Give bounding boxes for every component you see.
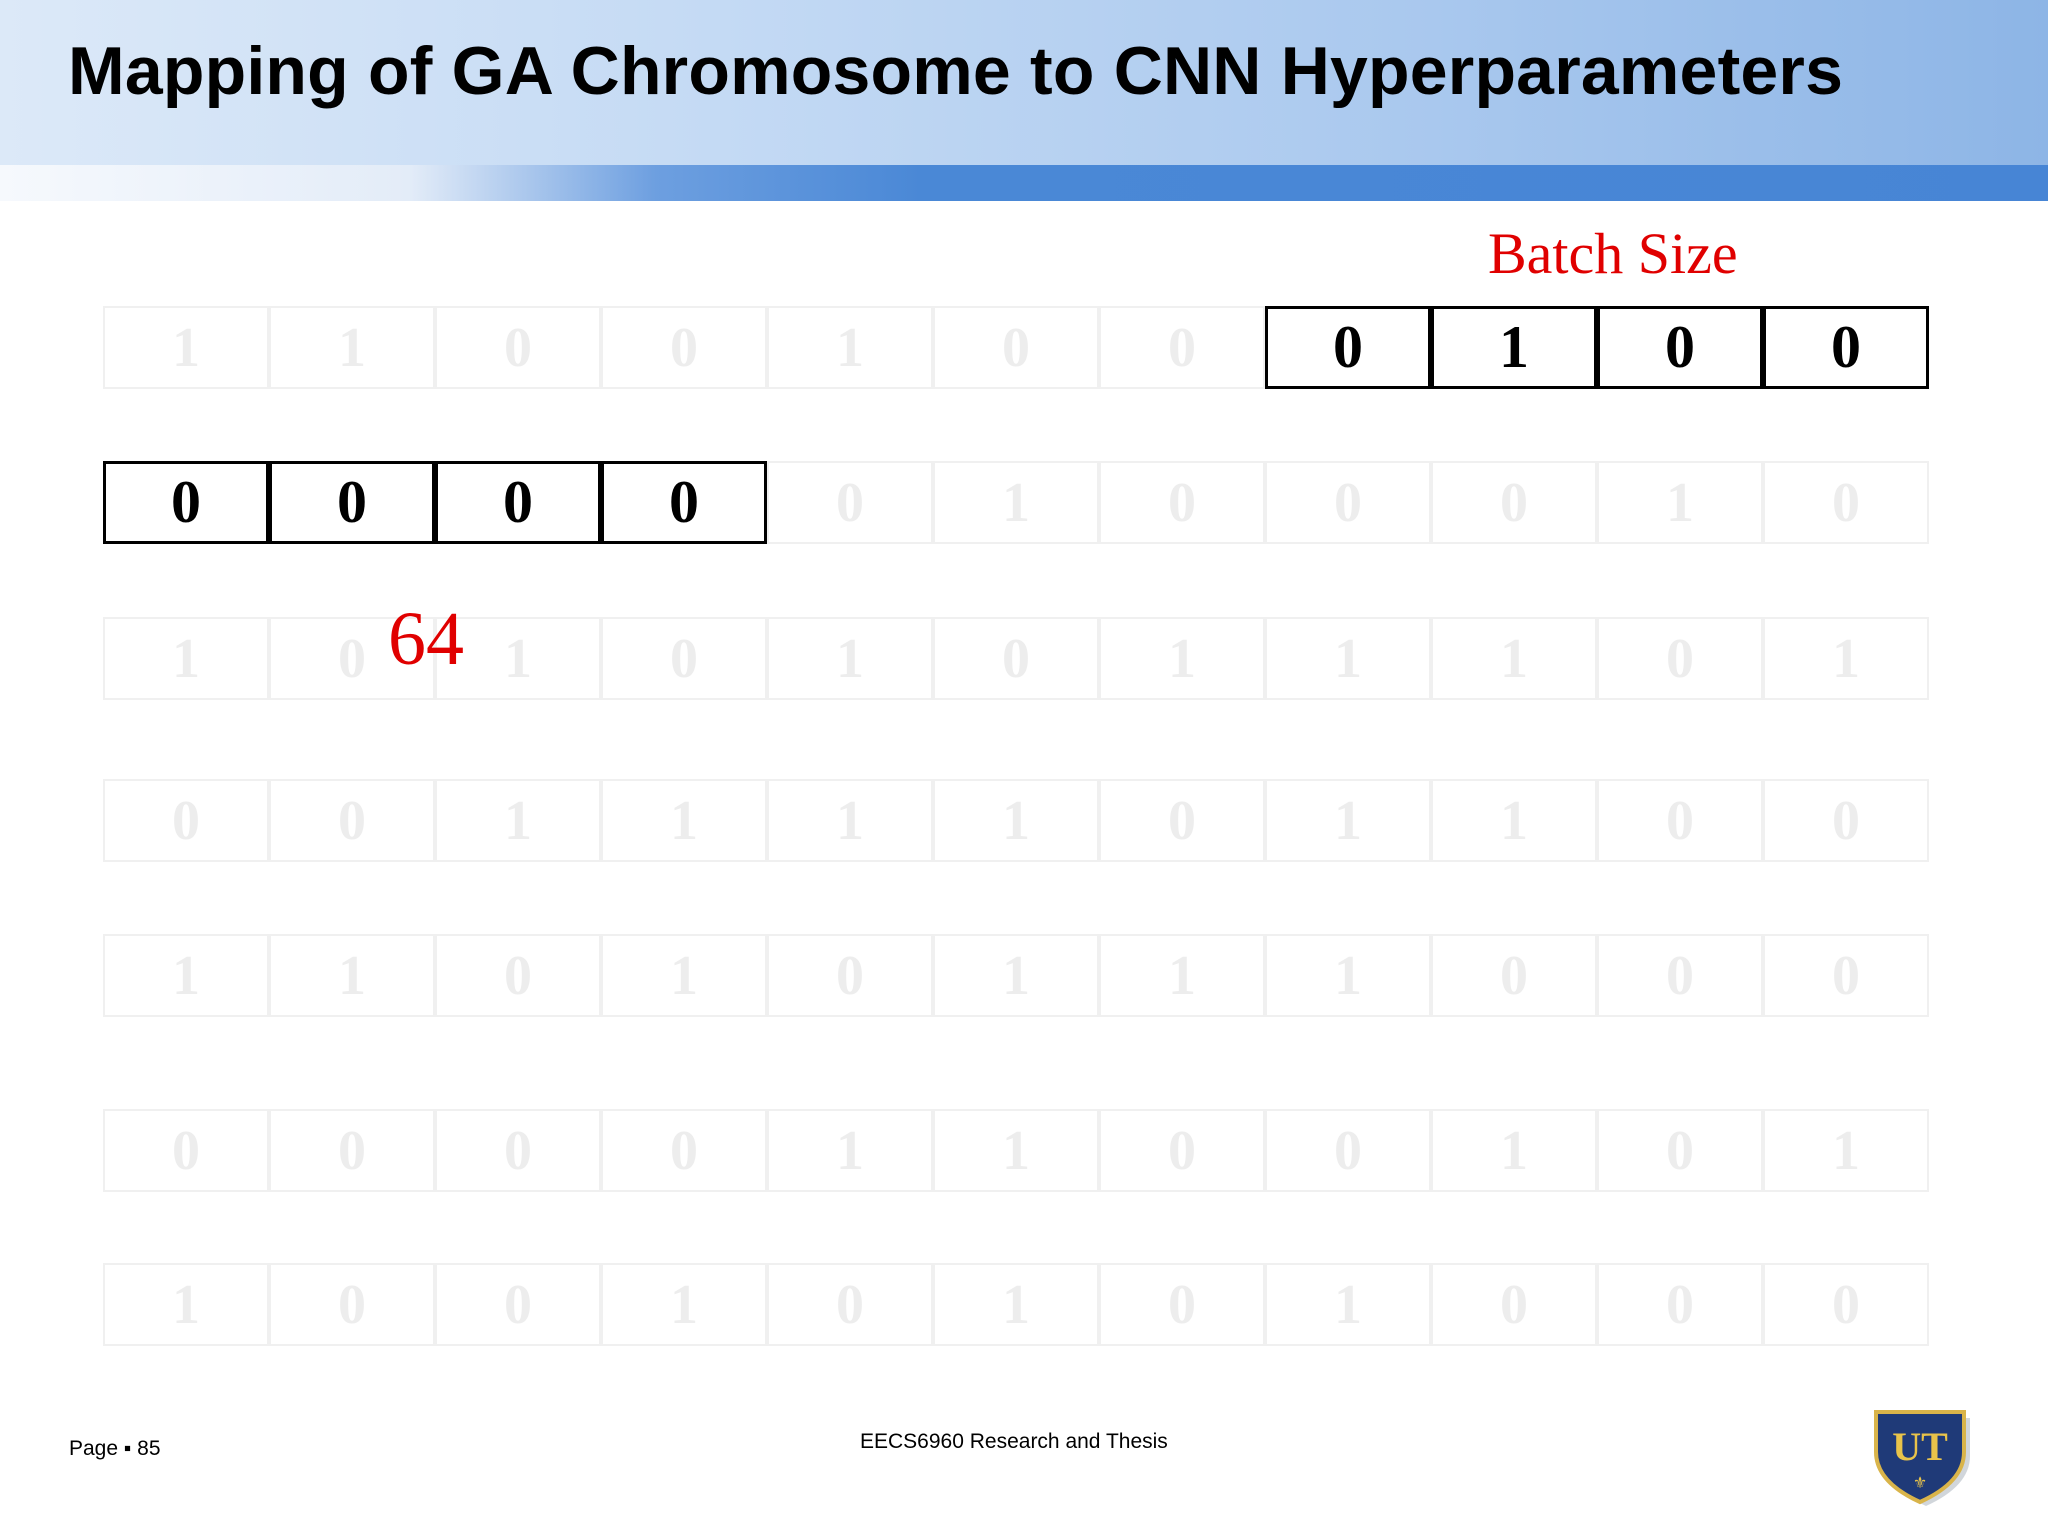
chromosome-bit: 1 — [1431, 617, 1597, 700]
chromosome-bit: 0 — [103, 779, 269, 862]
chromosome-bit: 0 — [1099, 1263, 1265, 1346]
chromosome-bit: 1 — [1265, 779, 1431, 862]
chromosome-bit: 0 — [269, 1263, 435, 1346]
batch-size-bit: 1 — [1431, 306, 1597, 389]
chromosome-bit: 1 — [1763, 617, 1929, 700]
chromosome-bit: 1 — [103, 934, 269, 1017]
chromosome-bit: 0 — [1597, 1109, 1763, 1192]
chromosome-bit: 1 — [1431, 1109, 1597, 1192]
chromosome-bit: 0 — [1597, 1263, 1763, 1346]
chromosome-bit: 0 — [1597, 617, 1763, 700]
chromosome-bit: 0 — [269, 779, 435, 862]
chromosome-bit: 0 — [1763, 779, 1929, 862]
chromosome-bit: 0 — [601, 1109, 767, 1192]
chromosome-bit: 0 — [435, 306, 601, 389]
chromosome-bit: 1 — [933, 934, 1099, 1017]
decoded-bit: 0 — [103, 461, 269, 544]
chromosome-bit: 0 — [1763, 1263, 1929, 1346]
chromosome-bit: 1 — [1265, 1263, 1431, 1346]
chromosome-bit: 0 — [767, 934, 933, 1017]
chromosome-bit: 0 — [1763, 461, 1929, 544]
chromosome-bit: 0 — [103, 1109, 269, 1192]
decoded-bit: 0 — [435, 461, 601, 544]
chromosome-bit: 1 — [1265, 934, 1431, 1017]
chromosome-bit: 1 — [601, 934, 767, 1017]
chromosome-bit: 1 — [1265, 617, 1431, 700]
chromosome-bit: 0 — [269, 1109, 435, 1192]
chromosome-bit: 0 — [767, 461, 933, 544]
chromosome-bit: 0 — [1099, 779, 1265, 862]
chromosome-bit: 1 — [1763, 1109, 1929, 1192]
chromosome-bit: 0 — [1099, 306, 1265, 389]
batch-size-bit: 0 — [1265, 306, 1431, 389]
header-accent-band — [0, 165, 2048, 201]
chromosome-bit: 1 — [435, 779, 601, 862]
chromosome-bit: 1 — [767, 306, 933, 389]
chromosome-bit: 1 — [767, 779, 933, 862]
chromosome-bit: 1 — [767, 1109, 933, 1192]
chromosome-bit: 1 — [1099, 934, 1265, 1017]
batch-size-label: Batch Size — [1488, 221, 1738, 286]
chromosome-bit: 0 — [1597, 779, 1763, 862]
chromosome-bit: 1 — [601, 1263, 767, 1346]
chromosome-bit: 0 — [1431, 1263, 1597, 1346]
chromosome-bit: 1 — [933, 461, 1099, 544]
chromosome-bit: 1 — [269, 934, 435, 1017]
chromosome-bit: 1 — [933, 779, 1099, 862]
chromosome-bit: 0 — [933, 306, 1099, 389]
batch-size-bit: 0 — [1763, 306, 1929, 389]
chromosome-bit: 1 — [103, 306, 269, 389]
chromosome-bit: 1 — [767, 617, 933, 700]
chromosome-bit: 0 — [933, 617, 1099, 700]
chromosome-bit: 1 — [933, 1109, 1099, 1192]
chromosome-bit: 0 — [1431, 934, 1597, 1017]
chromosome-bit: 0 — [435, 1263, 601, 1346]
page-number: Page ▪ 85 — [69, 1437, 161, 1460]
chromosome-bit: 1 — [103, 617, 269, 700]
chromosome-bit: 1 — [1099, 617, 1265, 700]
university-shield-icon — [1870, 1408, 1980, 1508]
chromosome-bit: 0 — [1265, 1109, 1431, 1192]
chromosome-bit: 0 — [435, 1109, 601, 1192]
decoded-value-label: 64 — [388, 597, 464, 681]
chromosome-bit: 0 — [1099, 1109, 1265, 1192]
decoded-bit: 0 — [269, 461, 435, 544]
shield-lettering: UT — [1892, 1424, 1948, 1469]
chromosome-bit: 0 — [601, 617, 767, 700]
decoded-bit: 0 — [601, 461, 767, 544]
chromosome-bit: 1 — [103, 1263, 269, 1346]
batch-size-bit: 0 — [1597, 306, 1763, 389]
chromosome-bit: 0 — [1763, 934, 1929, 1017]
chromosome-bit: 1 — [269, 306, 435, 389]
chromosome-bit: 0 — [1099, 461, 1265, 544]
chromosome-bit: 0 — [1265, 461, 1431, 544]
chromosome-bit: 0 — [269, 617, 435, 700]
course-name: EECS6960 Research and Thesis — [860, 1430, 1168, 1453]
chromosome-bit: 1 — [601, 779, 767, 862]
slide-title: Mapping of GA Chromosome to CNN Hyperparameters — [68, 33, 1844, 109]
shield-emblem: ⚜ — [1912, 1473, 1928, 1492]
chromosome-bit: 0 — [435, 934, 601, 1017]
chromosome-bit: 0 — [767, 1263, 933, 1346]
chromosome-bit: 1 — [933, 1263, 1099, 1346]
chromosome-bit: 0 — [601, 306, 767, 389]
chromosome-bit: 0 — [1597, 934, 1763, 1017]
chromosome-bit: 1 — [1597, 461, 1763, 544]
chromosome-bit: 1 — [435, 617, 601, 700]
chromosome-bit: 1 — [1431, 779, 1597, 862]
chromosome-bit: 0 — [1431, 461, 1597, 544]
